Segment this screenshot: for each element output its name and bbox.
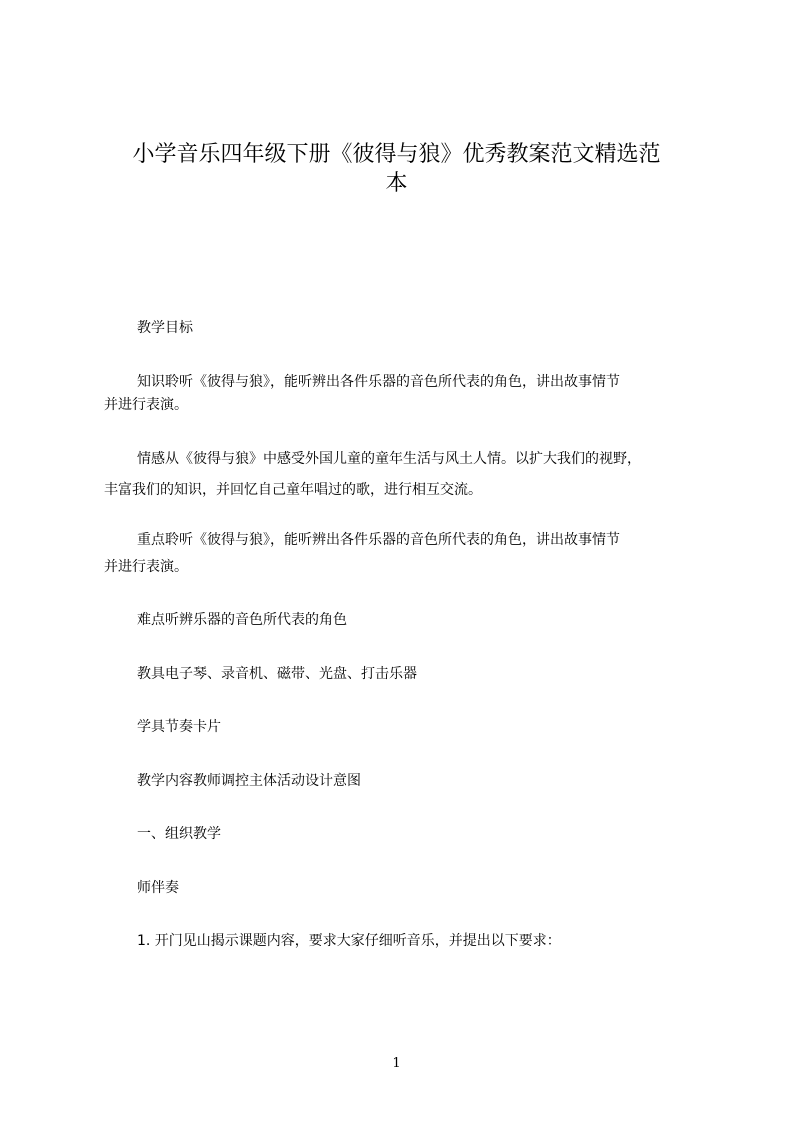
- paragraph-key-point-line-2: 并进行表演。: [104, 559, 188, 575]
- document-title: [90, 140, 703, 198]
- paragraph-teaching-goals: 教学目标: [137, 320, 193, 336]
- paragraph-teacher-accompaniment: 师伴奏: [137, 880, 179, 896]
- title-line-2: 本: [385, 171, 408, 196]
- paragraph-learning-aids: 学具节奏卡片: [137, 719, 221, 735]
- paragraph-emotion-line-1: 情感从《彼得与狼》中感受外国儿童的童年生活与风土人情。以扩大我们的视野，: [137, 451, 641, 467]
- paragraph-emotion-line-2: 丰富我们的知识，并回忆自己童年唱过的歌，进行相互交流。: [104, 482, 482, 498]
- paragraph-key-point-line-1: 重点聆听《彼得与狼》，能听辨出各件乐器的音色所代表的角色，讲出故事情节: [137, 532, 620, 548]
- title-line-1: 小学音乐四年级下册《彼得与狼》优秀教案范文精选范: [132, 142, 661, 167]
- paragraph-knowledge-line-2: 并进行表演。: [104, 397, 188, 413]
- paragraph-difficulty: 难点听辨乐器的音色所代表的角色: [137, 612, 347, 628]
- paragraph-teaching-aids: 教具电子琴、录音机、磁带、光盘、打击乐器: [137, 666, 417, 682]
- paragraph-section-one: 一、组织教学: [137, 826, 221, 842]
- paragraph-content-header: 教学内容教师调控主体活动设计意图: [137, 773, 361, 789]
- page-number: 1: [392, 1056, 401, 1071]
- paragraph-step-one: 1. 开门见山揭示课题内容，要求大家仔细听音乐，并提出以下要求：: [137, 933, 561, 949]
- paragraph-knowledge-line-1: 知识聆听《彼得与狼》，能听辨出各件乐器的音色所代表的角色，讲出故事情节: [137, 374, 620, 390]
